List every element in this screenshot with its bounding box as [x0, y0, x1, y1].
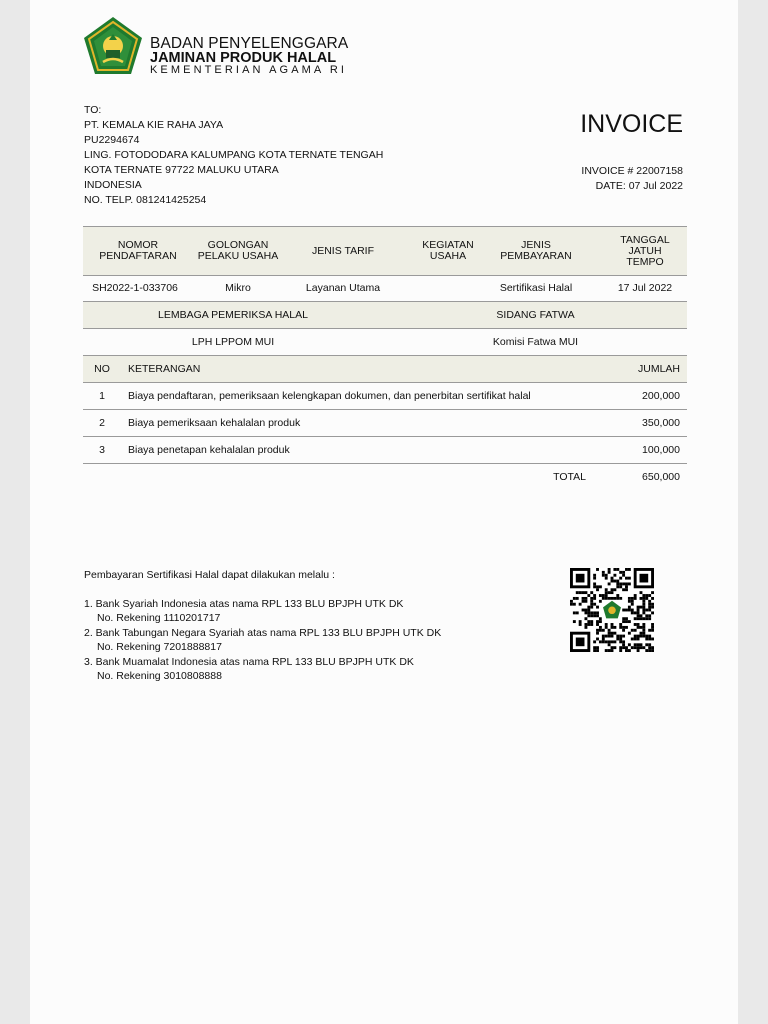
- sidang-label: SIDANG FATWA: [496, 308, 575, 321]
- invoice-date: DATE: 07 Jul 2022: [595, 179, 683, 192]
- items-header-jumlah: JUMLAH: [637, 362, 680, 375]
- invoice-meta: [581, 164, 683, 193]
- invoice-number: INVOICE # 22007158: [581, 165, 683, 177]
- table-row: [83, 383, 687, 410]
- org-name-line1: BADAN PENYELENGGARA: [150, 35, 349, 52]
- halal-agency-logo-icon: [81, 16, 145, 80]
- table-items-header-row: [83, 356, 687, 383]
- info-pembayaran: Sertifikasi Halal: [499, 281, 573, 294]
- table-lph-label-row: [83, 302, 687, 329]
- table-header-row: [83, 226, 687, 276]
- header-tempo: TANGGAL JATUH TEMPO: [620, 233, 670, 268]
- item-keterangan: Biaya pendaftaran, pemeriksaan kelengkapan dokumen, dan penerbitan sertifikat halal: [128, 389, 531, 402]
- bank-account: No. Rekening 7201888817: [97, 641, 222, 653]
- recipient-address2: KOTA TERNATE 97722 MALUKU UTARA: [84, 164, 279, 176]
- recipient-block: [84, 103, 383, 208]
- table-total-row: [83, 464, 687, 490]
- item-jumlah: 350,000: [642, 416, 680, 429]
- recipient-country: INDONESIA: [84, 179, 142, 191]
- info-tarif: Layanan Utama: [305, 281, 381, 294]
- items-header-no: NO: [94, 362, 110, 375]
- info-tempo: 17 Jul 2022: [617, 281, 673, 294]
- header-golongan: GOLONGAN PELAKU USAHA: [197, 239, 279, 262]
- table-row: [83, 410, 687, 437]
- items-header-keterangan: KETERANGAN: [128, 362, 201, 375]
- table-info-row: [83, 275, 687, 302]
- table-row: [83, 437, 687, 464]
- lph-value: LPH LPPOM MUI: [191, 335, 275, 348]
- total-label: TOTAL: [553, 470, 586, 483]
- bank-line: 1. Bank Syariah Indonesia atas nama RPL 133 BLU BPJPH UTK DK: [84, 597, 404, 610]
- to-label: TO:: [84, 104, 102, 116]
- table-lph-value-row: [83, 329, 687, 356]
- item-jumlah: 100,000: [642, 443, 680, 456]
- header-nomor: NOMOR PENDAFTARAN: [99, 239, 177, 262]
- item-keterangan: Biaya pemeriksaan kehalalan produk: [128, 416, 301, 429]
- payment-block: [84, 568, 441, 684]
- qr-code-icon: [570, 568, 654, 652]
- bank-account: No. Rekening 1110201717: [97, 612, 221, 624]
- header-pembayaran: JENIS PEMBAYARAN: [500, 239, 572, 262]
- info-nomor: SH2022-1-033706: [92, 281, 178, 294]
- item-no: 2: [99, 416, 105, 429]
- payment-intro: Pembayaran Sertifikasi Halal dapat dilakukan melalu :: [84, 569, 335, 581]
- bank-line: 2. Bank Tabungan Negara Syariah atas nama RPL 133 BLU BPJPH UTK DK: [84, 626, 442, 639]
- recipient-name: PT. KEMALA KIE RAHA JAYA: [84, 119, 224, 131]
- org-name-line2: JAMINAN PRODUK HALAL: [150, 50, 337, 66]
- bank-account: No. Rekening 3010808888: [97, 670, 222, 682]
- info-golongan: Mikro: [225, 281, 251, 294]
- header-kegiatan: KEGIATAN USAHA: [422, 239, 474, 262]
- sidang-value: Komisi Fatwa MUI: [492, 335, 579, 348]
- lph-label: LEMBAGA PEMERIKSA HALAL: [158, 308, 308, 321]
- item-keterangan: Biaya penetapan kehalalan produk: [128, 443, 290, 456]
- invoice-title: INVOICE: [580, 110, 683, 138]
- header-tarif: JENIS TARIF: [311, 244, 375, 257]
- item-no: 1: [99, 389, 105, 402]
- org-name-line3: KEMENTERIAN AGAMA RI: [150, 64, 348, 76]
- item-jumlah: 200,000: [642, 389, 680, 402]
- recipient-address1: LING. FOTODODARA KALUMPANG KOTA TERNATE TENGAH: [84, 149, 384, 161]
- recipient-code: PU2294674: [84, 134, 140, 146]
- item-no: 3: [99, 443, 105, 456]
- total-value: 650,000: [642, 470, 680, 483]
- bank-line: 3. Bank Muamalat Indonesia atas nama RPL 133 BLU BPJPH UTK DK: [84, 655, 414, 668]
- recipient-phone: NO. TELP. 081241425254: [84, 194, 207, 206]
